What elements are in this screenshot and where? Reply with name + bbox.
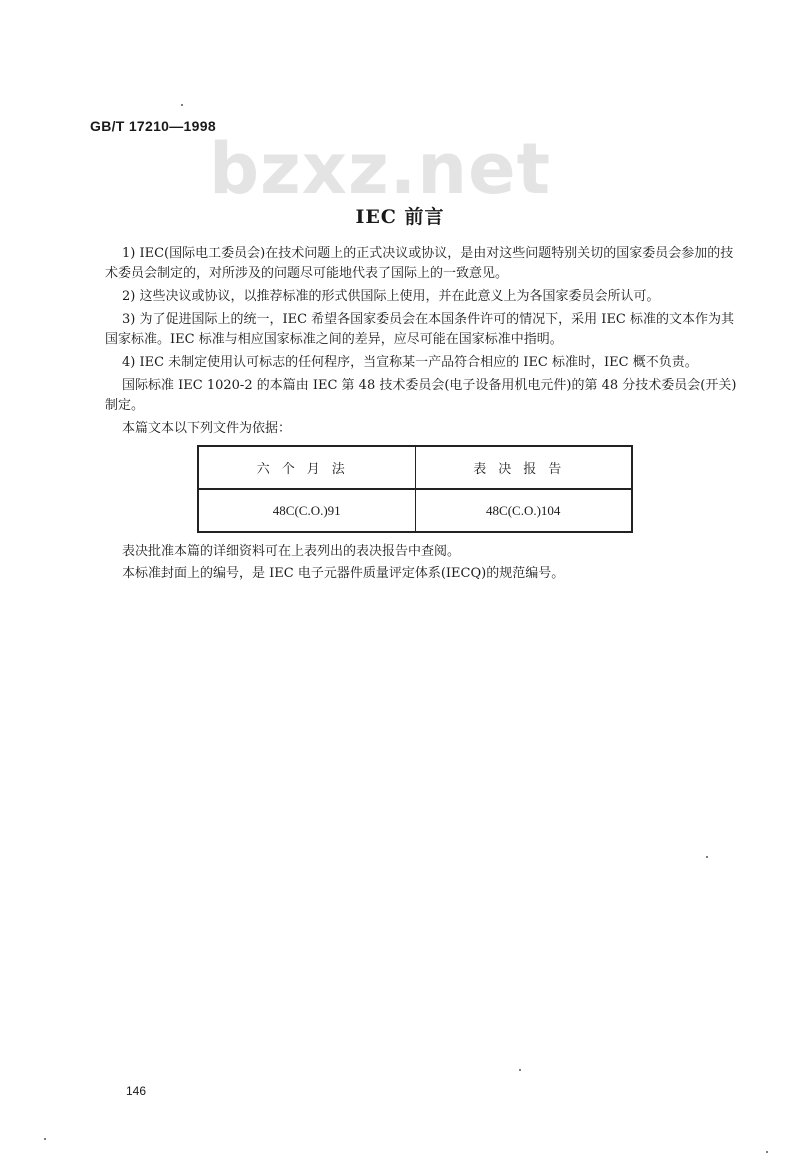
table-header-row	[198, 446, 632, 489]
paragraph-1: 1) IEC(国际电工委员会)在技术问题上的正式决议或协议，是由对这些问题特别关切的国家委员会参加的技术委员会制定的，对所涉及的问题尽可能地代表了国际上的一致意见。	[105, 246, 734, 281]
scan-speck	[519, 1069, 521, 1071]
closing-notes	[122, 541, 762, 585]
paragraph-5: 国际标准 IEC 1020-2 的本篇由 IEC 第 48 技术委员会(电子设备用机电元件)的第 48 分技术委员会(开关)制定。	[105, 378, 737, 413]
scan-speck	[44, 1138, 46, 1140]
standard-code: GB/T 17210—1998	[90, 118, 216, 134]
page-number: 146	[126, 1084, 147, 1098]
voting-documents-table	[197, 445, 633, 533]
paragraph-4: 4) IEC 未制定使用认可标志的任何程序，当宣称某一产品符合相应的 IEC 标准时，IEC 概不负责。	[122, 355, 698, 370]
page-title: IEC 前言	[355, 206, 445, 228]
paragraph-3: 3) 为了促进国际上的统一，IEC 希望各国家委员会在本国条件许可的情况下，采用 IEC 标准的文本作为其国家标准。IEC 标准与相应国家标准之间的差异，应尽可能在国家标准中指明。	[105, 312, 735, 347]
paragraph-6: 本篇文本以下列文件为依据：	[122, 421, 292, 436]
table-row	[198, 489, 632, 532]
scan-speck	[766, 1151, 768, 1153]
table-header-voting-report: 表决报告	[415, 446, 632, 489]
paragraph-2: 2) 这些决议或协议，以推荐标准的形式供国际上使用，并在此意义上为各国家委员会所认可。	[122, 289, 660, 304]
table-cell: 48C(C.O.)104	[415, 489, 632, 532]
watermark: bzxz.net	[208, 128, 552, 210]
table-cell: 48C(C.O.)91	[198, 489, 415, 532]
closing-paragraph-1: 表决批准本篇的详细资料可在上表列出的表决报告中查阅。	[122, 544, 461, 559]
preface-body	[105, 244, 745, 442]
table-header-six-months: 六个月法	[198, 446, 415, 489]
closing-paragraph-2: 本标准封面上的编号，是 IEC 电子元器件质量评定体系(IECQ)的规范编号。	[122, 566, 565, 581]
scan-speck	[181, 104, 183, 106]
scan-speck	[706, 856, 708, 858]
